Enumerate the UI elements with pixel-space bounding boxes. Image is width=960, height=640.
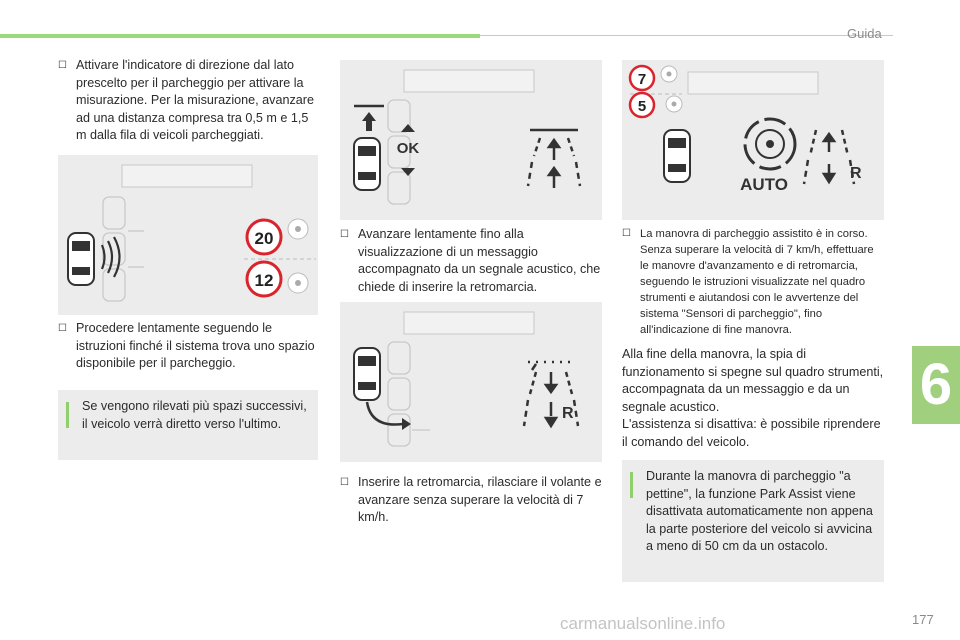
checkbox-icon: ☐: [340, 229, 349, 240]
header-accent-bar: [0, 34, 480, 38]
figure-reverse: [340, 302, 602, 462]
speed-limit-top: 7: [637, 71, 647, 88]
checkbox-icon: ☐: [58, 323, 67, 334]
figure-forward-ok: [340, 60, 602, 220]
step-proceed-slowly: ☐ Procedere lentamente seguendo le istruzioni finché il sistema trova uno spazio disponibile per il parcheggio.: [58, 321, 315, 370]
speed-limit-top: 20: [254, 229, 274, 248]
assistance-deactivated-paragraph: L'assistenza si disattiva: è possibile riprendere il comando del veicolo.: [622, 417, 881, 449]
speed-limit-bottom: 12: [254, 271, 274, 290]
step-advance-until-message: ☐ Avanzare lentamente fino alla visualizzazione di un messaggio accompagnato da un segnale acustico, che chiede di inserire la retromarcia.: [340, 227, 601, 294]
page-number: 177: [912, 612, 934, 627]
end-of-maneuver-paragraph: Alla fine della manovra, la spia di funzionamento si spegne sul quadro strumenti, accompagnata da un messaggio e da un segnale acustico.: [622, 347, 884, 414]
note-accent-icon: [66, 402, 69, 428]
speed-limit-bottom: 5: [637, 98, 647, 115]
chapter-tab: 6: [912, 346, 960, 424]
checkbox-icon: ☐: [622, 228, 631, 239]
reverse-label: R: [850, 165, 862, 182]
checkbox-icon: ☐: [340, 477, 349, 488]
figure-auto-maneuver: [622, 60, 884, 220]
section-title: Guida: [847, 26, 882, 41]
auto-label: AUTO: [740, 175, 788, 194]
checkbox-icon: ☐: [58, 60, 67, 71]
info-note-spaces: Se vengono rilevati più spazi successivi, il veicolo verrà diretto verso l'ultimo.: [58, 390, 318, 460]
header-rule: [480, 35, 893, 36]
info-note-herringbone: Durante la manovra di parcheggio "a pettine", la funzione Park Assist viene disattivata automaticamente non appena la parte posteriore del veicolo si avvicina a meno di 50 cm da un ostacolo.: [622, 460, 884, 582]
watermark: carmanualsonline.info: [560, 614, 726, 633]
step-maneuver-in-progress: ☐ La manovra di parcheggio assistito è in corso. Senza superare la velocità di 7 km/h, effettuare le manovre d'avanzamento e di retromarcia, seguendo le istruzioni visualizzate nel quadro strumenti e aiutandosi con le avvertenze del sistema "Sensori di parcheggio", fino all'indicazione di fine manovra.: [622, 228, 874, 336]
figure-measurement: [58, 155, 318, 315]
ok-label: OK: [396, 140, 420, 157]
reverse-label: R: [562, 405, 574, 422]
note-accent-icon: [630, 472, 633, 498]
step-activate-indicator: ☐ Attivare l'indicatore di direzione dal lato prescelto per il parcheggio per attivare la misurazione. Per la misurazione, avanzare ad una distanza compresa tra 0,5 m e 1,5 m dalla fila di veicoli parcheggiati.: [58, 58, 314, 142]
step-engage-reverse: ☐ Inserire la retromarcia, rilasciare il volante e avanzare senza superare la velocità di 7 km/h.: [340, 475, 602, 524]
